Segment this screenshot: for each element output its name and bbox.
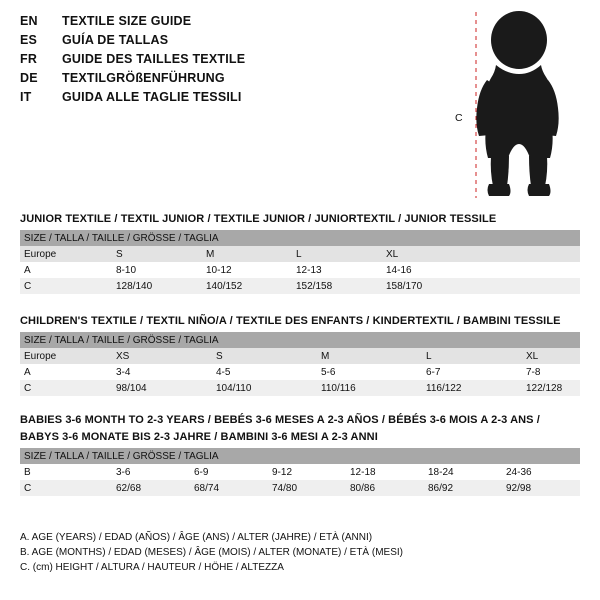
- section-babies-title: BABIES 3-6 MONTH TO 2-3 YEARS / BEBÉS 3-6 MESES A 2-3 AÑOS / BÉBÉS 3-6 MOIS A 2-3 ANS /: [20, 414, 540, 426]
- table-row: [20, 262, 580, 278]
- babies-row-c-v5: 92/98: [502, 480, 580, 496]
- junior-col-4: XL: [382, 246, 472, 262]
- babies-subheader: SIZE / TALLA / TAILLE / GRÖSSE / TAGLIA: [20, 448, 580, 464]
- children-row-a-v4: 7-8: [522, 364, 580, 380]
- table-row: [20, 480, 580, 496]
- babies-row-c-v2: 74/80: [268, 480, 346, 496]
- children-row-c-v0: 98/104: [112, 380, 212, 396]
- table-row: [20, 230, 580, 246]
- header-lang-fr: FR: [20, 52, 38, 66]
- section-junior: [20, 213, 580, 294]
- babies-row-b-v3: 12-18: [346, 464, 424, 480]
- children-col-2: S: [212, 348, 317, 364]
- children-row-a-v1: 4-5: [212, 364, 317, 380]
- junior-row-a-v2: 12-13: [292, 262, 382, 278]
- section-babies-title2: BABYS 3-6 MONATE BIS 2-3 JAHRE / BAMBINI 3-6 MESI A 2-3 ANNI: [20, 431, 378, 443]
- table-row: [20, 278, 580, 294]
- header-lang-it: IT: [20, 90, 32, 104]
- babies-row-b-v0: 3-6: [112, 464, 190, 480]
- junior-subheader: SIZE / TALLA / TAILLE / GRÖSSE / TAGLIA: [20, 230, 580, 246]
- legend-item-a: A. AGE (YEARS) / EDAD (AÑOS) / ÂGE (ANS) / ALTER (JAHRE) / ETÀ (ANNI): [20, 532, 373, 543]
- table-row: [20, 448, 580, 464]
- children-row-c-label: C: [20, 380, 112, 396]
- children-col-1: XS: [112, 348, 212, 364]
- babies-row-c-v3: 80/86: [346, 480, 424, 496]
- junior-row-c-v0: 128/140: [112, 278, 202, 294]
- table-row: [20, 380, 580, 396]
- header-row-fr: [20, 52, 440, 71]
- junior-row-c-v1: 140/152: [202, 278, 292, 294]
- children-size-table: [20, 332, 580, 396]
- header: [20, 14, 440, 109]
- babies-row-b-v2: 9-12: [268, 464, 346, 480]
- figure-height-label: C: [455, 112, 463, 124]
- babies-row-b-label: B: [20, 464, 112, 480]
- children-col-5: XL: [522, 348, 580, 364]
- babies-row-c-v4: 86/92: [424, 480, 502, 496]
- junior-col-5: [472, 246, 580, 262]
- section-children-title: CHILDREN'S TEXTILE / TEXTIL NIÑO/A / TEXTILE DES ENFANTS / KINDERTEXTIL / BAMBINI TESSILE: [20, 315, 561, 327]
- header-row-it: [20, 90, 440, 109]
- children-subheader: SIZE / TALLA / TAILLE / GRÖSSE / TAGLIA: [20, 332, 580, 348]
- children-col-3: M: [317, 348, 422, 364]
- table-row: [20, 348, 580, 364]
- junior-col-1: S: [112, 246, 202, 262]
- children-col-0: Europe: [20, 348, 112, 364]
- babies-row-c-v0: 62/68: [112, 480, 190, 496]
- junior-size-table: [20, 230, 580, 294]
- header-title-it: GUIDA ALLE TAGLIE TESSILI: [62, 90, 242, 104]
- children-row-c-v1: 104/110: [212, 380, 317, 396]
- junior-col-0: Europe: [20, 246, 112, 262]
- table-row: [20, 332, 580, 348]
- junior-row-c-v4: [472, 278, 580, 294]
- header-row-es: [20, 33, 440, 52]
- junior-row-a-v4: [472, 262, 580, 278]
- junior-row-a-label: A: [20, 262, 112, 278]
- table-row: [20, 364, 580, 380]
- babies-row-c-v1: 68/74: [190, 480, 268, 496]
- junior-row-a-v3: 14-16: [382, 262, 472, 278]
- babies-row-b-v1: 6-9: [190, 464, 268, 480]
- header-lang-es: ES: [20, 33, 38, 47]
- junior-row-c-v3: 158/170: [382, 278, 472, 294]
- babies-row-b-v5: 24-36: [502, 464, 580, 480]
- header-title-fr: GUIDE DES TAILLES TEXTILE: [62, 52, 246, 66]
- children-col-4: L: [422, 348, 522, 364]
- section-babies: [20, 414, 580, 496]
- children-row-a-v2: 5-6: [317, 364, 422, 380]
- junior-row-c-v2: 152/158: [292, 278, 382, 294]
- legend-item-c: C. (cm) HEIGHT / ALTURA / HAUTEUR / HÖHE / ALTEZZA: [20, 562, 284, 573]
- header-title-en: TEXTILE SIZE GUIDE: [62, 14, 192, 28]
- babies-row-b-v4: 18-24: [424, 464, 502, 480]
- legend-item-b: B. AGE (MONTHS) / EDAD (MESES) / ÂGE (MOIS) / ALTER (MONATE) / ETÀ (MESI): [20, 547, 403, 558]
- children-row-c-v2: 110/116: [317, 380, 422, 396]
- junior-row-c-label: C: [20, 278, 112, 294]
- table-row: [20, 246, 580, 262]
- table-row: [20, 464, 580, 480]
- junior-col-2: M: [202, 246, 292, 262]
- children-row-a-v0: 3-4: [112, 364, 212, 380]
- children-row-a-label: A: [20, 364, 112, 380]
- header-title-es: GUÍA DE TALLAS: [62, 33, 169, 47]
- header-title-de: TEXTILGRÖßENFÜHRUNG: [62, 71, 225, 85]
- header-lang-en: EN: [20, 14, 38, 28]
- legend: [20, 530, 580, 575]
- toddler-silhouette-icon: [455, 8, 585, 203]
- header-row-en: [20, 14, 440, 33]
- children-row-a-v3: 6-7: [422, 364, 522, 380]
- header-row-de: [20, 71, 440, 90]
- figure-area: [455, 8, 585, 203]
- babies-row-c-label: C: [20, 480, 112, 496]
- section-junior-title: JUNIOR TEXTILE / TEXTIL JUNIOR / TEXTILE JUNIOR / JUNIORTEXTIL / JUNIOR TESSILE: [20, 213, 497, 225]
- junior-col-3: L: [292, 246, 382, 262]
- junior-row-a-v1: 10-12: [202, 262, 292, 278]
- section-children: [20, 315, 580, 396]
- children-row-c-v4: 122/128: [522, 380, 580, 396]
- header-lang-de: DE: [20, 71, 38, 85]
- children-row-c-v3: 116/122: [422, 380, 522, 396]
- junior-row-a-v0: 8-10: [112, 262, 202, 278]
- babies-size-table: [20, 448, 580, 496]
